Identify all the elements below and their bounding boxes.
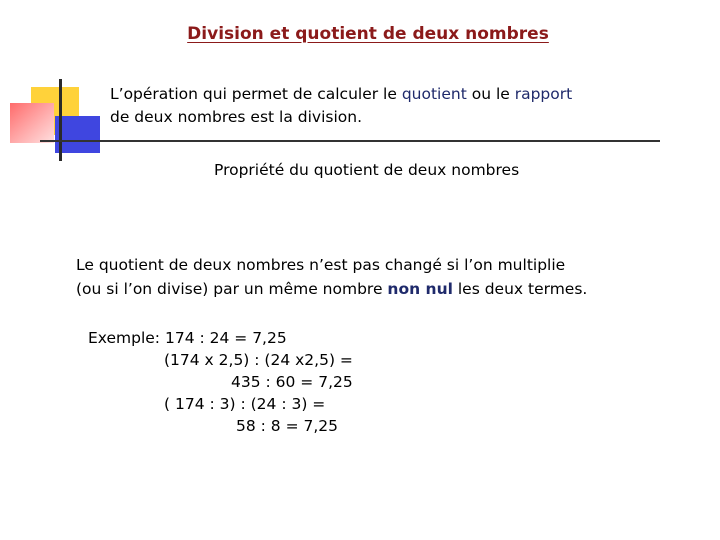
example-line-1 — [88, 327, 353, 349]
non-nul-emphasis: non nul — [387, 280, 453, 298]
example-line-4: ( 174 : 3) : (24 : 3) = — [164, 395, 326, 413]
rule-line-2 — [76, 277, 587, 301]
example-label: Exemple: — [88, 329, 165, 347]
example-block — [88, 327, 353, 437]
intro-line-1 — [110, 83, 572, 106]
intro-paragraph — [110, 83, 572, 129]
example-line-3: 435 : 60 = 7,25 — [231, 373, 353, 391]
page-title: Division et quotient de deux nombres — [187, 24, 549, 44]
section-subtitle: Propriété du quotient de deux nombres — [214, 161, 520, 179]
property-statement — [76, 253, 587, 301]
example-line-5: 58 : 8 = 7,25 — [236, 417, 339, 435]
intro-text-start: L’opération qui permet de calculer le — [110, 85, 402, 103]
example-line-2: (174 x 2,5) : (24 x2,5) = — [164, 351, 353, 369]
quotient-term: quotient — [401, 85, 467, 103]
intro-line-2: de deux nombres est la division. — [110, 108, 363, 126]
rule-line-1: Le quotient de deux nombres n’est pas changé si l’on multiplie — [76, 256, 566, 274]
intro-text-between: ou le — [466, 85, 515, 103]
horizontal-rule-decoration — [40, 140, 660, 142]
rule-text-end: les deux termes. — [452, 280, 588, 298]
vertical-rule-decoration — [59, 79, 62, 161]
rapport-term: rapport — [514, 85, 573, 103]
red-square-decoration — [10, 103, 54, 143]
example-equation-1: 174 : 24 = 7,25 — [164, 329, 287, 347]
rule-text-start: (ou si l’on divise) par un même nombre — [76, 280, 388, 298]
